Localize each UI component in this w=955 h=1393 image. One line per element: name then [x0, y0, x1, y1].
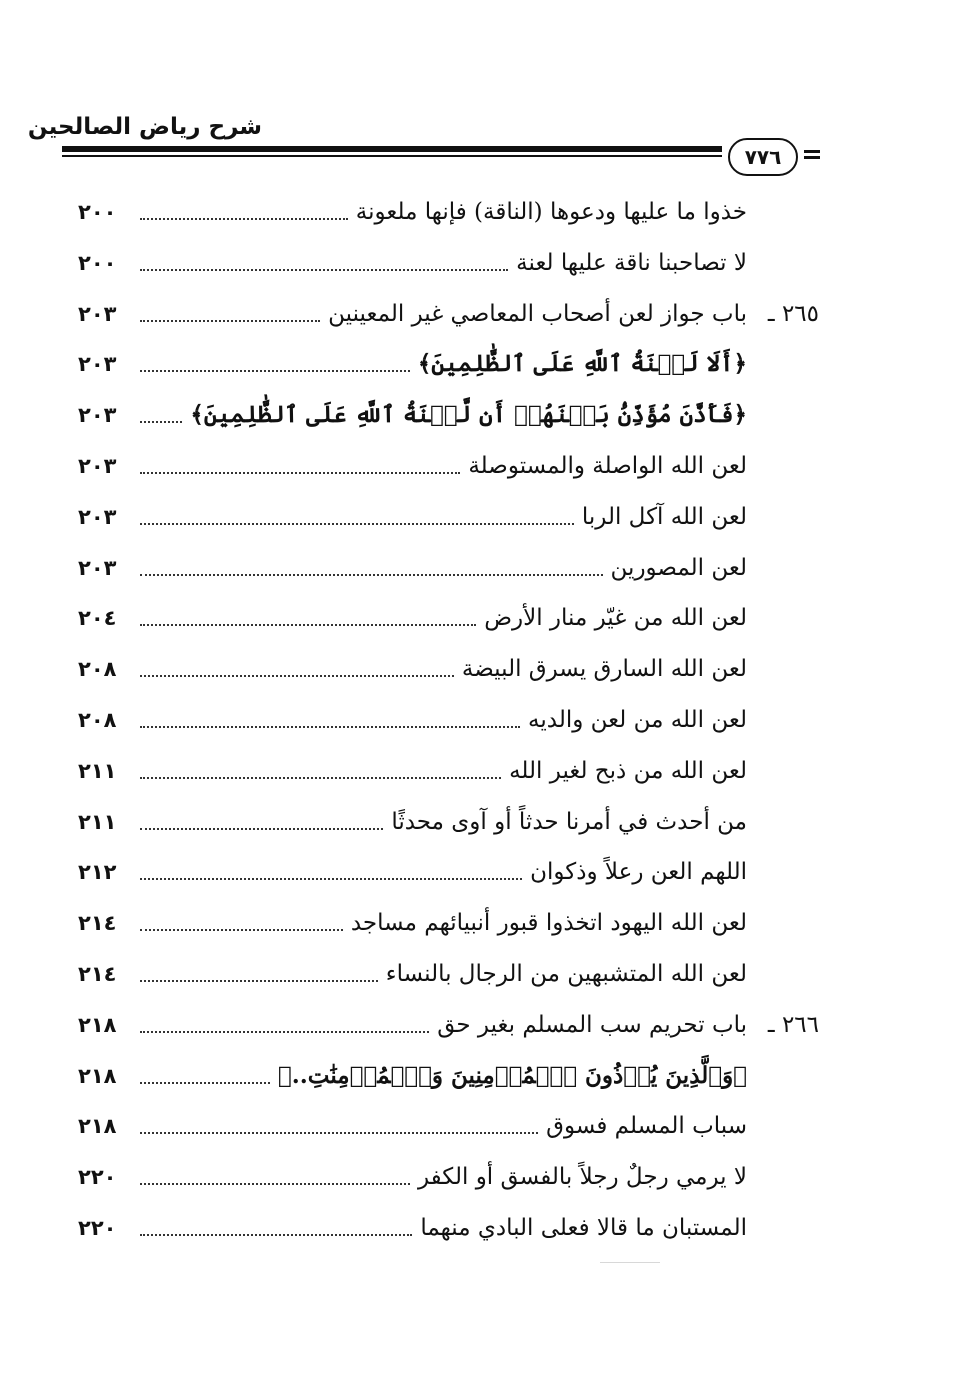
dot-leader [140, 1183, 410, 1185]
index-entry-row [78, 491, 823, 533]
running-header-title: شرح رياض الصالحين [27, 114, 262, 140]
dot-leader [140, 675, 454, 677]
index-entry-row [78, 694, 823, 736]
dot-leader [140, 1082, 270, 1084]
dot-leader [140, 1031, 429, 1033]
dot-leader [140, 980, 378, 982]
hadith-title: لعن الله المتشبهين من الرجال بالنساء [385, 961, 747, 987]
quran-verse: ﴿أَلَا لَعۡنَةُ ٱللَّهِ عَلَى ٱلظَّٰلِمِينَ﴾ [417, 350, 747, 378]
dot-leader [140, 726, 520, 728]
header-rule-thick [62, 146, 722, 152]
index-entry-row [78, 796, 823, 838]
page-reference: ٢١٨ [78, 1114, 117, 1139]
dot-leader [140, 828, 383, 830]
header-ornament [804, 150, 820, 153]
chapter-title: باب جواز لعن أصحاب المعاصي غير المعينين [328, 300, 747, 327]
page-reference: ٢٠٣ [78, 555, 117, 580]
page-reference: ٢٠٣ [78, 352, 117, 377]
hadith-title: خذوا ما عليها ودعوها (الناقة) فإنها ملعونة [355, 199, 747, 225]
page-reference: ٢٠٨ [78, 657, 117, 682]
hadith-title: لعن الله من لعن والديه [528, 707, 747, 733]
index-entry-row [78, 542, 823, 584]
page-reference: ٢٠٣ [78, 301, 117, 326]
hadith-title: لعن الله من غيّر منار الأرض [484, 605, 747, 632]
chapter-row [78, 999, 823, 1041]
dot-leader [140, 472, 460, 474]
hadith-title: لا يرمي رجلٌ رجلاً بالفسق أو الكفر [417, 1164, 747, 1191]
dot-leader [140, 929, 343, 931]
page-reference: ٢١٢ [78, 860, 117, 885]
header-ornament [804, 156, 820, 159]
dot-leader [140, 777, 501, 779]
page-reference: ٢٠٠ [78, 200, 117, 224]
page-reference: ٢٠٠ [78, 250, 117, 275]
page-reference: ٢١٤ [78, 911, 117, 936]
hadith-title: سباب المسلم فسوق [546, 1113, 747, 1140]
page-reference: ٢٢٠ [78, 1165, 117, 1190]
index-entry-row [78, 1100, 823, 1142]
dot-leader [140, 624, 476, 626]
chapter-number: ٢٦٦ ـ [767, 1011, 819, 1038]
chapter-number: ٢٦٥ ـ [767, 300, 819, 327]
hadith-title: لعن المصورين [610, 554, 747, 581]
dot-leader [140, 878, 522, 880]
hadith-title: من أحدث في أمرنا حدثاً أو آوى محدثًا [391, 808, 747, 835]
dot-leader [140, 1234, 412, 1236]
index-entry-row [78, 389, 823, 431]
dot-leader [140, 523, 574, 525]
page-reference: ٢٠٨ [78, 708, 117, 732]
hadith-title: لعن الله من ذبح لغير الله [509, 757, 747, 784]
index-entry-row [78, 237, 823, 279]
hadith-title: لعن الله الواصلة والمستوصلة [468, 453, 747, 479]
quran-verse: ﴿فَأَذَّنَ مُؤَذِّنُۢ بَيۡنَهُمۡ أَن لَّعۡنَةُ ٱللَّهِ عَلَى ٱلظَّٰلِمِينَ﴾ [190, 401, 747, 429]
dot-leader [140, 370, 410, 372]
page-reference: ٢١٨ [78, 1063, 117, 1088]
dot-leader [140, 1132, 538, 1134]
page-number-badge: ٧٧٦ [728, 138, 798, 176]
chapter-row [78, 288, 823, 330]
page-reference: ٢١١ [78, 758, 117, 783]
hadith-title: اللهم العن رعلاً وذكوان [530, 859, 747, 886]
page-reference: ٢١١ [78, 809, 117, 834]
page-reference: ٢٠٣ [78, 454, 117, 478]
scan-mark [600, 1262, 660, 1263]
dot-leader [140, 574, 603, 576]
index-entry-row [78, 1202, 823, 1244]
dot-leader [140, 320, 320, 322]
index-entry-row [78, 745, 823, 787]
index-entry-row [78, 897, 823, 939]
index-entry-row [78, 948, 823, 990]
dot-leader [140, 218, 348, 220]
index-entry-row [78, 592, 823, 634]
hadith-title: لعن الله السارق يسرق البيضة [461, 656, 747, 683]
index-entry-row [78, 846, 823, 888]
page-reference: ٢٠٣ [78, 403, 117, 428]
dot-leader [140, 421, 182, 423]
index-entry-row [78, 1050, 823, 1092]
index-entry-row [78, 186, 823, 228]
page-reference: ٢١٨ [78, 1012, 117, 1037]
hadith-title: لعن الله اليهود اتخذوا قبور أنبيائهم مساجد [350, 910, 747, 937]
page-reference: ٢٢٠ [78, 1216, 117, 1240]
chapter-title: باب تحريم سب المسلم بغير حق [437, 1011, 747, 1038]
page-reference: ٢٠٣ [78, 504, 117, 529]
dot-leader [140, 269, 508, 271]
index-entry-row [78, 440, 823, 482]
index-entry-row [78, 643, 823, 685]
index-entry-row [78, 1151, 823, 1193]
quran-verse: ﴿وَٱلَّذِينَ يُؤۡذُونَ ٱلۡمُؤۡمِنِينَ وَٱلۡمُؤۡمِنَٰتِ..﴾ [277, 1061, 747, 1089]
header-rule-thin [62, 155, 722, 157]
hadith-title: لا تصاحبنا ناقة عليها لعنة [516, 249, 747, 276]
hadith-title: المستبان ما قالا فعلى البادي منهما [420, 1215, 747, 1241]
page-reference: ٢١٤ [78, 962, 117, 986]
hadith-title: لعن الله آكل الربا [581, 503, 747, 530]
page-reference: ٢٠٤ [78, 606, 117, 631]
index-entry-row [78, 338, 823, 380]
